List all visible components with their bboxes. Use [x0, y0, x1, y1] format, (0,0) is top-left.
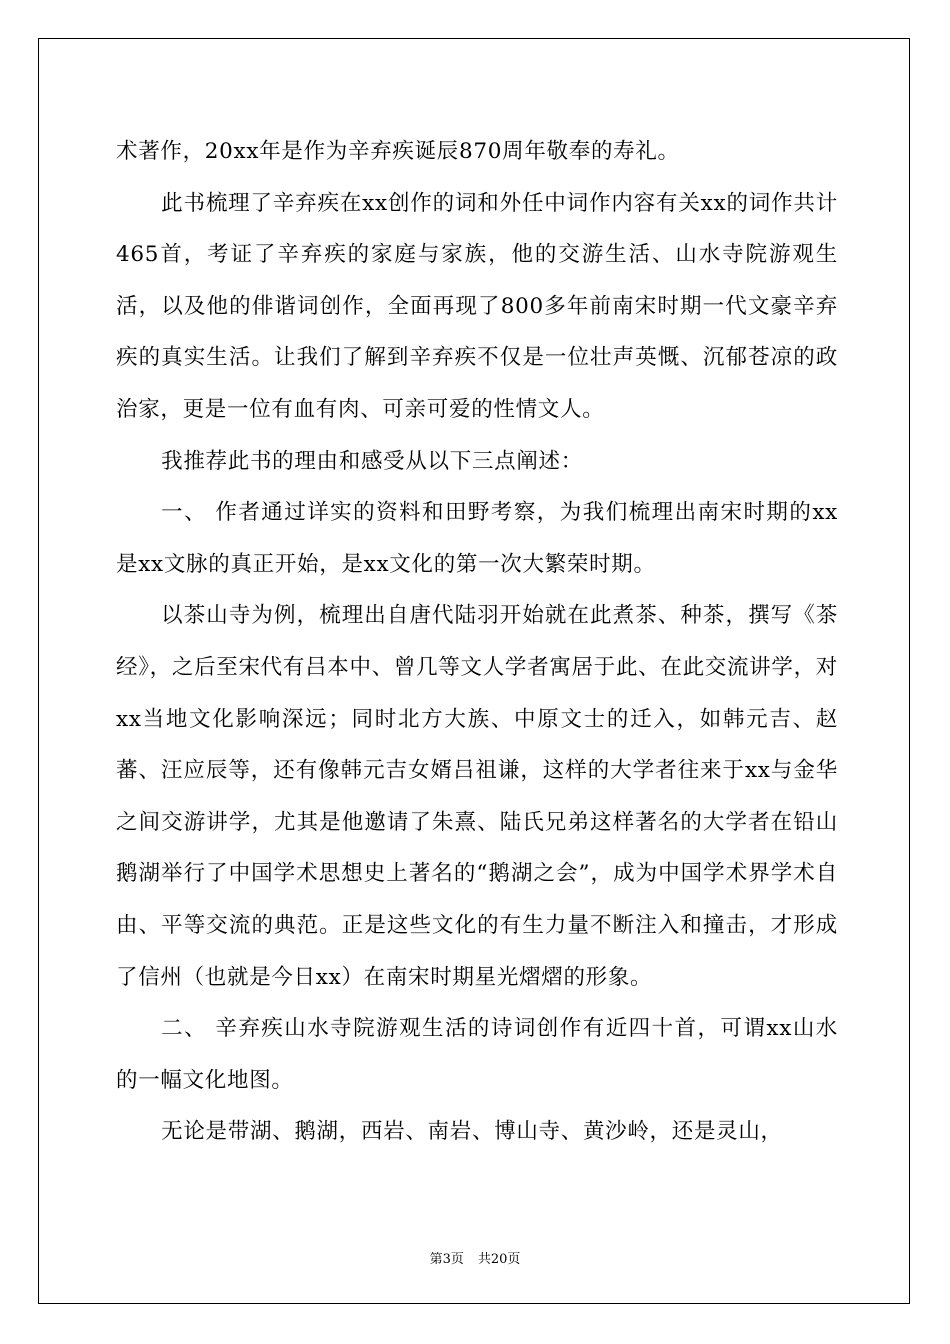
paragraph: 二、 辛弃疾山水寺院游观生活的诗词创作有近四十首，可谓xx山水的一幅文化地图。	[116, 1016, 838, 1093]
page-total: 共20页	[477, 1252, 521, 1267]
paragraph: 我推荐此书的理由和感受从以下三点阐述：	[161, 448, 583, 474]
page-footer	[0, 1248, 950, 1267]
paragraph: 无论是带湖、鹅湖，西岩、南岩、博山寺、黄沙岭，还是灵山，	[161, 1119, 783, 1145]
document-body	[116, 126, 838, 1158]
paragraph: 此书梳理了辛弃疾在xx创作的词和外任中词作内容有关xx的词作共计465首，考证了辛弃疾的家庭与家族，他的交游生活、山水寺院游观生活，以及他的俳谐词创作，全面再现了800多年前南宋时期一代文豪辛弃疾的真实生活。让我们了解到辛弃疾不仅是一位壮声英慨、沉郁苍凉的政治家，更是一位有血有肉、可亲可爱的性情文人。	[116, 190, 838, 422]
paragraph: 一、 作者通过详实的资料和田野考察，为我们梳理出南宋时期的xx是xx文脉的真正开始，是xx文化的第一次大繁荣时期。	[116, 500, 838, 577]
paragraph: 以茶山寺为例，梳理出自唐代陆羽开始就在此煮茶、种茶，撰写《茶经》，之后至宋代有吕本中、曾几等文人学者寓居于此、在此交流讲学，对xx当地文化影响深远；同时北方大族、中原文士的迁入，如韩元吉、赵蕃、汪应辰等，还有像韩元吉女婿吕祖谦，这样的大学者往来于xx与金华之间交游讲学，尤其是他邀请了朱熹、陆氏兄弟这样著名的大学者在铅山鹅湖举行了中国学术思想史上著名的“鹅湖之会”，成为中国学术界学术自由、平等交流的典范。正是这些文化的有生力量不断注入和撞击，才形成了信州（也就是今日xx）在南宋时期星光熠熠的形象。	[116, 603, 838, 990]
page-number: 第3页	[429, 1252, 464, 1267]
paragraph: 术著作，20xx年是作为辛弃疾诞辰870周年敬奉的寿礼。	[116, 139, 680, 164]
